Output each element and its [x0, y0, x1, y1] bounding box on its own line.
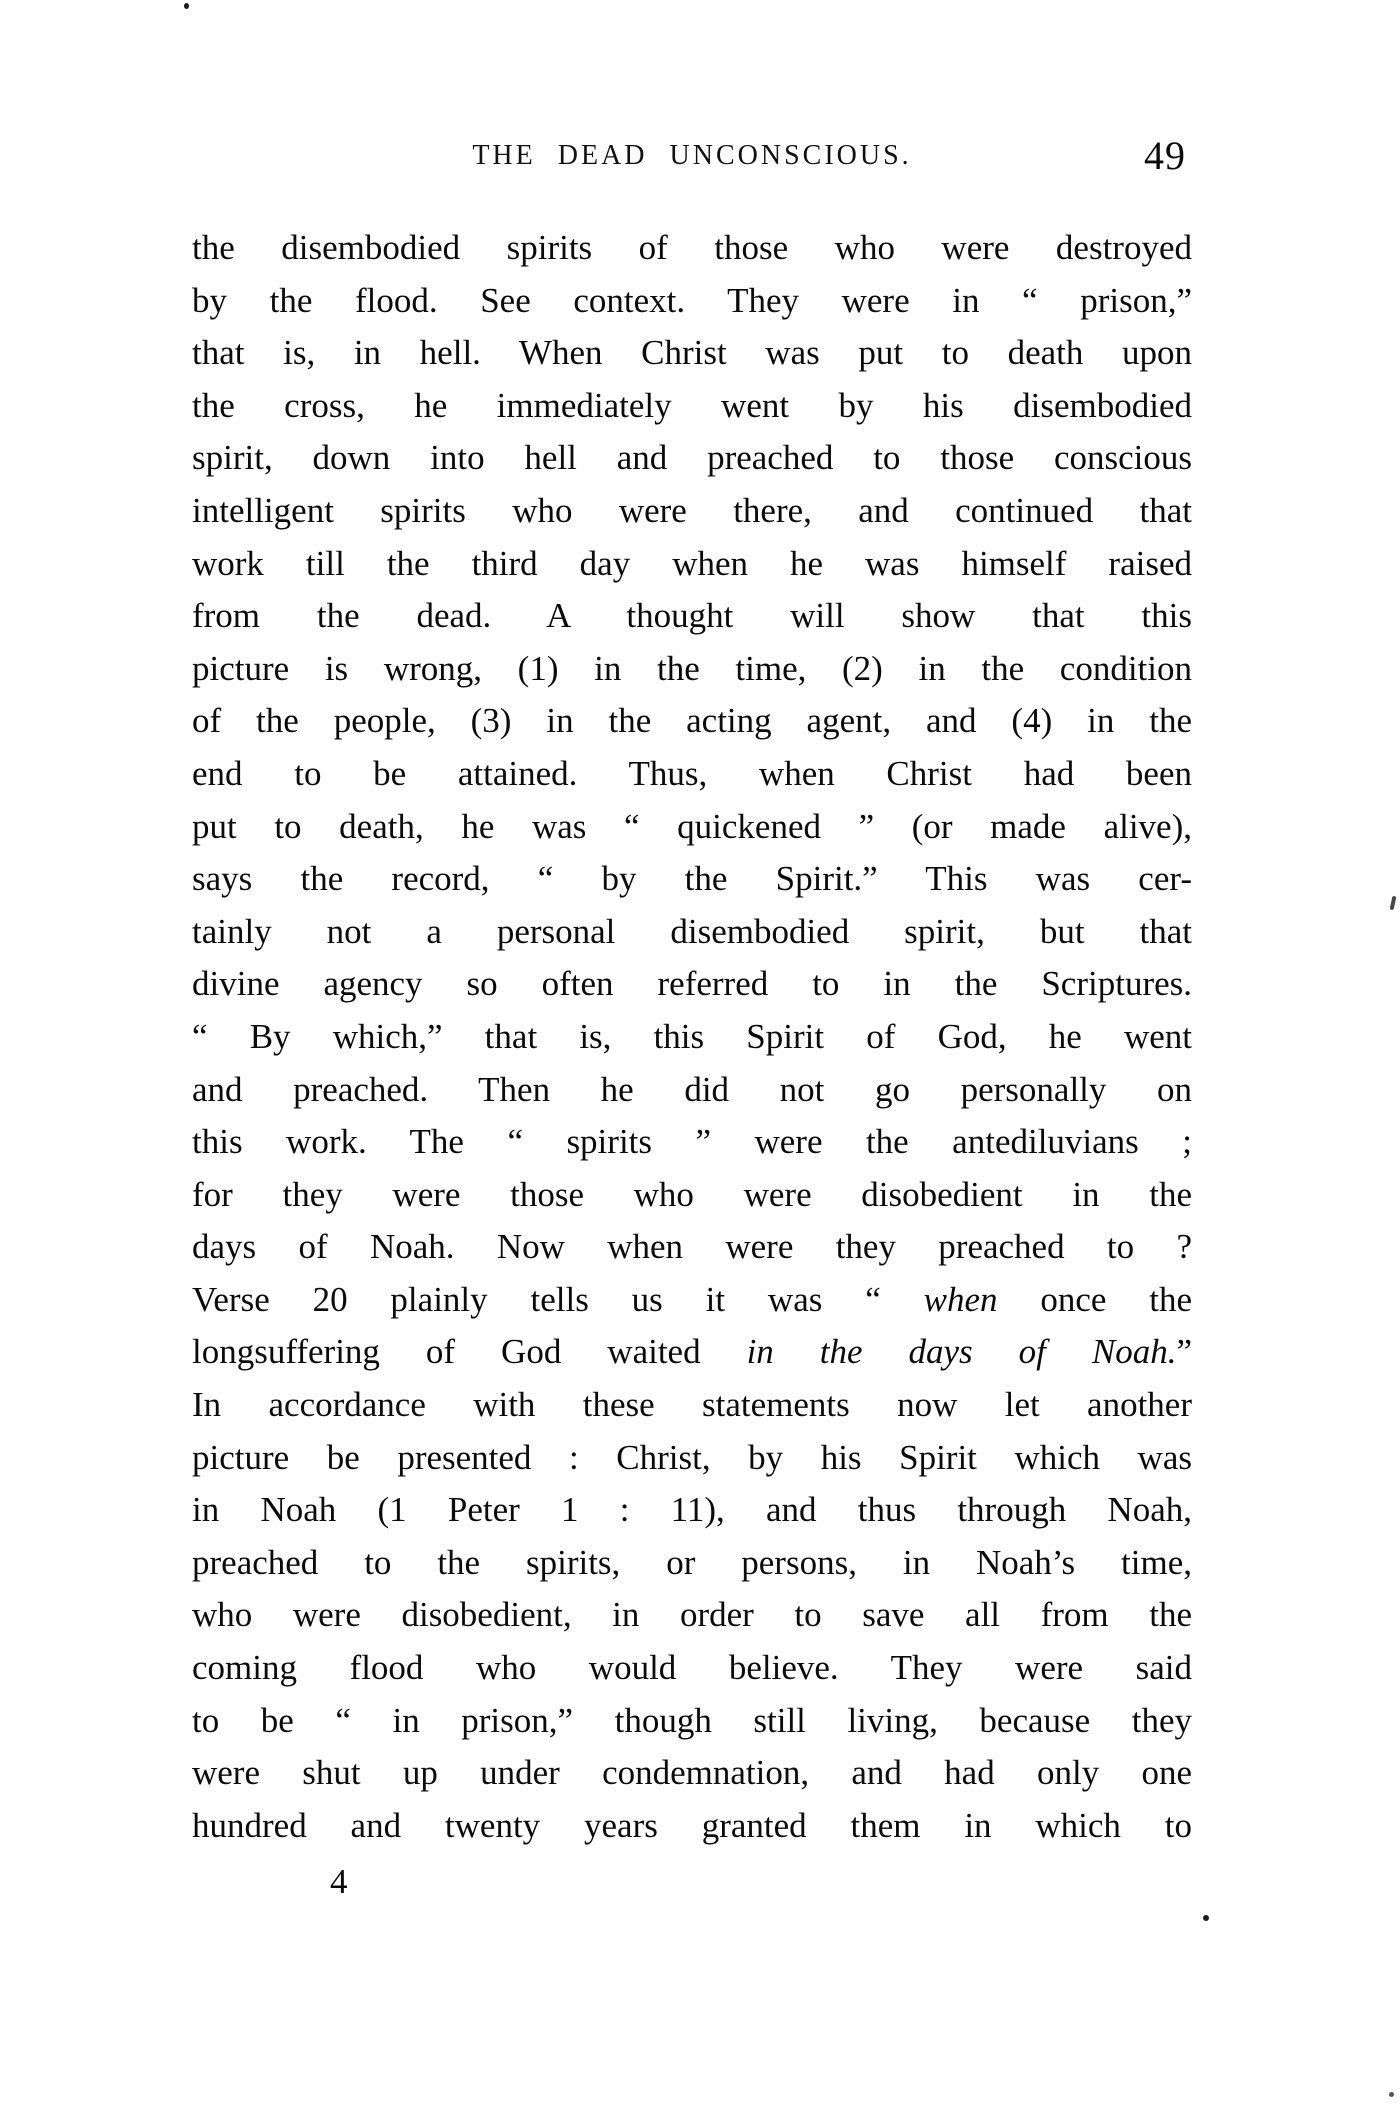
text-line — [192, 1169, 1192, 1222]
scan-speck — [1389, 2092, 1394, 2097]
text-line — [192, 853, 1192, 906]
plain-text: once the — [997, 1279, 1193, 1319]
text-line — [192, 222, 1192, 275]
text-line — [192, 1274, 1192, 1327]
running-header — [192, 133, 1192, 180]
text-line — [192, 1589, 1192, 1642]
text-line — [192, 1800, 1192, 1853]
plain-text: in Noah (1 Peter 1 : 11), and thus through Noah, — [192, 1490, 1192, 1530]
plain-text: were shut up under condemnation, and had only one — [192, 1753, 1192, 1793]
text-line — [192, 1011, 1192, 1064]
plain-text: divine agency so often referred to in the Scriptures. — [192, 964, 1192, 1004]
plain-text: by the flood. See context. They were in “ prison,” — [192, 280, 1192, 320]
text-line — [192, 1116, 1192, 1169]
page-number: 49 — [1144, 133, 1186, 178]
text-line — [192, 906, 1192, 959]
plain-text: who were disobedient, in order to save all from the — [192, 1595, 1192, 1635]
plain-text: this work. The “ spirits ” were the antediluvians ; — [192, 1122, 1192, 1162]
text-line — [192, 1695, 1192, 1748]
text-line — [192, 1642, 1192, 1695]
scan-speck — [1390, 896, 1397, 911]
plain-text: work till the third day when he was himself raised — [192, 543, 1192, 583]
text-line — [192, 748, 1192, 801]
text-line — [192, 1379, 1192, 1432]
text-line — [192, 1537, 1192, 1590]
plain-text: longsuffering of God waited — [192, 1332, 747, 1372]
italic-text: when — [923, 1279, 998, 1319]
plain-text: from the dead. A thought will show that this — [192, 596, 1192, 636]
plain-text: of the people, (3) in the acting agent, and (4) in the — [192, 701, 1192, 741]
text-line — [192, 590, 1192, 643]
text-line — [192, 1484, 1192, 1537]
text-line — [192, 1747, 1192, 1800]
text-line — [192, 1326, 1192, 1379]
text-line — [192, 432, 1192, 485]
italic-text: in the days of Noah. — [746, 1332, 1177, 1372]
text-line — [192, 327, 1192, 380]
scan-speck — [184, 3, 189, 9]
plain-text: intelligent spirits who were there, and continued that — [192, 490, 1192, 530]
plain-text: preached to the spirits, or persons, in Noah’s time, — [192, 1542, 1192, 1582]
text-line — [192, 643, 1192, 696]
text-line — [192, 538, 1192, 591]
signature-mark: 4 — [330, 1862, 348, 1901]
plain-text: for they were those who were disobedient in the — [192, 1174, 1192, 1214]
body-text — [192, 222, 1192, 1852]
text-line — [192, 485, 1192, 538]
plain-text: that is, in hell. When Christ was put to death upon — [192, 333, 1192, 373]
plain-text: Verse 20 plainly tells us it was “ — [192, 1279, 924, 1319]
text-line — [192, 695, 1192, 748]
plain-text: put to death, he was “ quickened ” (or made alive), — [192, 806, 1192, 846]
plain-text: the disembodied spirits of those who were destroyed — [192, 228, 1192, 267]
text-line — [192, 801, 1192, 854]
text-line — [192, 275, 1192, 328]
plain-text: spirit, down into hell and preached to those conscious — [192, 438, 1192, 478]
plain-text: end to be attained. Thus, when Christ had been — [192, 753, 1192, 793]
plain-text: coming flood who would believe. They were said — [192, 1648, 1192, 1688]
plain-text: says the record, “ by the Spirit.” This was cer- — [192, 859, 1192, 899]
text-line — [192, 1064, 1192, 1117]
text-line — [192, 380, 1192, 433]
scan-speck — [1203, 1915, 1209, 1921]
text-line — [192, 1432, 1192, 1485]
plain-text: ” — [1176, 1332, 1192, 1372]
plain-text: the cross, he immediately went by his disembodied — [192, 385, 1192, 425]
plain-text: tainly not a personal disembodied spirit, but that — [192, 911, 1192, 951]
plain-text: days of Noah. Now when were they preached to ? — [192, 1227, 1192, 1267]
plain-text: picture is wrong, (1) in the time, (2) in the condition — [192, 648, 1192, 688]
plain-text: “ By which,” that is, this Spirit of God, he went — [192, 1016, 1192, 1056]
text-line — [192, 1221, 1192, 1274]
plain-text: In accordance with these statements now let another — [192, 1385, 1192, 1425]
plain-text: picture be presented : Christ, by his Spirit which was — [192, 1437, 1192, 1477]
page-title: THE DEAD UNCONSCIOUS. — [472, 140, 912, 171]
text-line — [192, 958, 1192, 1011]
plain-text: and preached. Then he did not go personally on — [192, 1069, 1192, 1109]
plain-text: to be “ in prison,” though still living, because they — [192, 1700, 1192, 1740]
plain-text: hundred and twenty years granted them in which to — [192, 1805, 1192, 1845]
